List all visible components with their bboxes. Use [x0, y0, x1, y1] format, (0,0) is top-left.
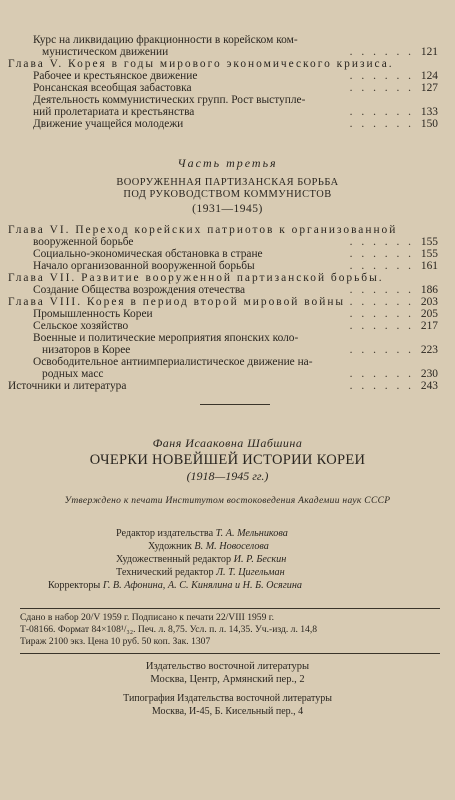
toc-leader-dots: . . . . . .	[349, 248, 414, 260]
toc-entry-text: Глава V. Корея в годы мирового экономического кризиса.	[8, 58, 394, 70]
toc-leader-dots: . . . . . .	[349, 46, 414, 58]
imprint-rule-top	[20, 608, 440, 609]
part-subtitle-2: ПОД РУКОВОДСТВОМ КОММУНИСТОВ	[123, 189, 332, 200]
toc-entry	[8, 70, 438, 82]
toc-entry	[8, 308, 438, 320]
credit-role: Художественный редактор	[116, 554, 232, 565]
credit-line	[0, 540, 455, 553]
toc-entry-text: Рабочее и крестьянское движение	[33, 70, 198, 82]
toc-page-number: 223	[420, 344, 438, 356]
toc-page-number: 203	[420, 296, 438, 308]
imprint-rule-bottom	[20, 653, 440, 654]
toc-entry	[8, 118, 438, 130]
credit-line	[0, 566, 455, 579]
toc-leader-dots: . . . . . .	[349, 308, 414, 320]
toc-page-number: 230	[420, 368, 438, 380]
toc-entry-text: мунистическом движении	[42, 46, 169, 58]
toc-leader-dots: . . . . . .	[349, 344, 414, 356]
divider-line	[200, 404, 270, 405]
toc-page-number: 243	[420, 380, 438, 392]
toc-entry	[8, 224, 438, 236]
toc-entry-text: Источники и литература	[8, 380, 127, 392]
toc-leader-dots: . . . . . .	[349, 320, 414, 332]
toc-entry	[8, 296, 438, 308]
imprint-line-2: Т-08166. Формат 84×108¹/₃₂. Печ. л. 8,75. Усл. п. л. 14,35. Уч.-изд. л. 14,8	[20, 624, 318, 635]
table-of-contents-bottom	[8, 224, 438, 392]
toc-page-number: 150	[420, 118, 438, 130]
imprint-line-3: Тираж 2100 экз. Цена 10 руб. 50 коп. Зак. 1307	[20, 636, 211, 647]
toc-entry-text: Социально-экономическая обстановка в стране	[33, 248, 263, 260]
toc-entry	[8, 260, 438, 272]
imprint-block	[20, 612, 440, 648]
toc-entry	[8, 236, 438, 248]
publisher-address: Москва, Центр, Армянский пер., 2	[150, 674, 305, 685]
toc-entry-text: вооруженной борьбе	[33, 236, 134, 248]
book-title: ОЧЕРКИ НОВЕЙШЕЙ ИСТОРИИ КОРЕИ	[89, 452, 366, 468]
toc-leader-dots: . . . . . .	[349, 82, 414, 94]
credit-name: Г. В. Афонина, А. С. Кинялина и Н. Б. Осягина	[102, 580, 303, 591]
table-of-contents-top	[8, 34, 438, 130]
imprint-line-1: Сдано в набор 20/V 1959 г. Подписано к печати 22/VIII 1959 г.	[20, 612, 275, 623]
credit-line	[0, 553, 455, 566]
toc-page-number: 127	[420, 82, 438, 94]
book-years: (1918—1945 гг.)	[186, 469, 269, 483]
toc-page-number: 186	[420, 284, 438, 296]
credit-role: Технический редактор	[116, 567, 214, 578]
toc-page-number: 161	[420, 260, 438, 272]
toc-entry-text: Освободительное антиимпериалистическое движение на-	[33, 356, 313, 368]
credit-name: Л. Т. Цигельман	[216, 567, 285, 578]
toc-page-number: 155	[420, 236, 438, 248]
toc-page-number: 217	[420, 320, 438, 332]
toc-page-number: 155	[420, 248, 438, 260]
credit-name: В. М. Новоселова	[194, 541, 269, 552]
printer-address: Москва, И-45, Б. Кисельный пер., 4	[151, 706, 304, 717]
toc-entry-text: Начало организованной вооруженной борьбы	[33, 260, 255, 272]
credit-role: Художник	[148, 541, 192, 552]
publisher-name: Издательство восточной литературы	[145, 661, 310, 672]
part-subtitle-1: ВООРУЖЕННАЯ ПАРТИЗАНСКАЯ БОРЬБА	[116, 177, 339, 188]
toc-entry-text: низаторов в Корее	[42, 344, 131, 356]
toc-page-number: 133	[420, 106, 438, 118]
credit-role: Корректоры	[48, 580, 101, 591]
toc-entry	[8, 34, 438, 46]
credit-role: Редактор издательства	[116, 528, 214, 539]
toc-entry-text: Движение учащейся молодежи	[33, 118, 184, 130]
toc-entry	[8, 284, 438, 296]
toc-entry	[8, 58, 438, 70]
toc-entry-text: Создание Общества возрождения отечества	[33, 284, 246, 296]
toc-entry-text: Сельское хозяйство	[33, 320, 129, 332]
credit-name: Т. А. Мельникова	[215, 528, 288, 539]
toc-entry-text: Военные и политические мероприятия японских коло-	[33, 332, 299, 344]
toc-entry	[8, 82, 438, 94]
toc-entry	[8, 320, 438, 332]
credit-line	[0, 579, 455, 592]
toc-entry-text: Ронсанская всеобщая забастовка	[33, 82, 192, 94]
credits-block	[0, 527, 455, 592]
toc-entry	[8, 344, 438, 356]
part-years: (1931—1945)	[192, 203, 263, 215]
toc-entry	[8, 380, 438, 392]
toc-leader-dots: . . . . . .	[349, 236, 414, 248]
toc-entry	[8, 248, 438, 260]
toc-entry-text: ний пролетариата и крестьянства	[33, 106, 195, 118]
credit-name: И. Р. Бескин	[233, 554, 287, 565]
toc-leader-dots: . . . . . .	[349, 118, 414, 130]
toc-entry-text: Промышленность Кореи	[33, 308, 153, 320]
toc-entry	[8, 368, 438, 380]
toc-entry-text: Курс на ликвидацию фракционности в корейском ком-	[33, 34, 298, 46]
toc-entry-text: Глава VII. Развитие вооруженной партизанской борьбы.	[8, 272, 384, 284]
toc-entry-text: Глава VIII. Корея в период второй мировой войны	[8, 296, 346, 308]
toc-leader-dots: . . . . . .	[349, 296, 414, 308]
book-author: Фаня Исааковна Шабшина	[152, 436, 303, 450]
toc-entry	[8, 356, 438, 368]
toc-page-number: 121	[420, 46, 438, 58]
toc-leader-dots: . . . . . .	[349, 70, 414, 82]
approval-note: Утверждено к печати Институтом востоковедения Академии наук СССР	[64, 496, 391, 506]
printer-name: Типография Издательства восточной литературы	[123, 693, 332, 704]
toc-leader-dots: . . . . . .	[349, 380, 414, 392]
toc-entry	[8, 94, 438, 106]
toc-entry	[8, 332, 438, 344]
toc-leader-dots: . . . . . .	[349, 260, 414, 272]
toc-page-number: 124	[420, 70, 438, 82]
toc-leader-dots: . . . . . .	[349, 368, 414, 380]
toc-entry-text: родных масс	[42, 368, 104, 380]
toc-entry-text: Глава VI. Переход корейских патриотов к организованной	[8, 224, 398, 236]
toc-entry	[8, 272, 438, 284]
toc-page-number: 205	[420, 308, 438, 320]
toc-entry-text: Деятельность коммунистических групп. Рост выступле-	[33, 94, 306, 106]
toc-entry	[8, 106, 438, 118]
toc-leader-dots: . . . . . .	[349, 284, 414, 296]
toc-leader-dots: . . . . . .	[349, 106, 414, 118]
part-title: Часть третья	[177, 156, 278, 170]
credit-line	[0, 527, 455, 540]
toc-entry	[8, 46, 438, 58]
